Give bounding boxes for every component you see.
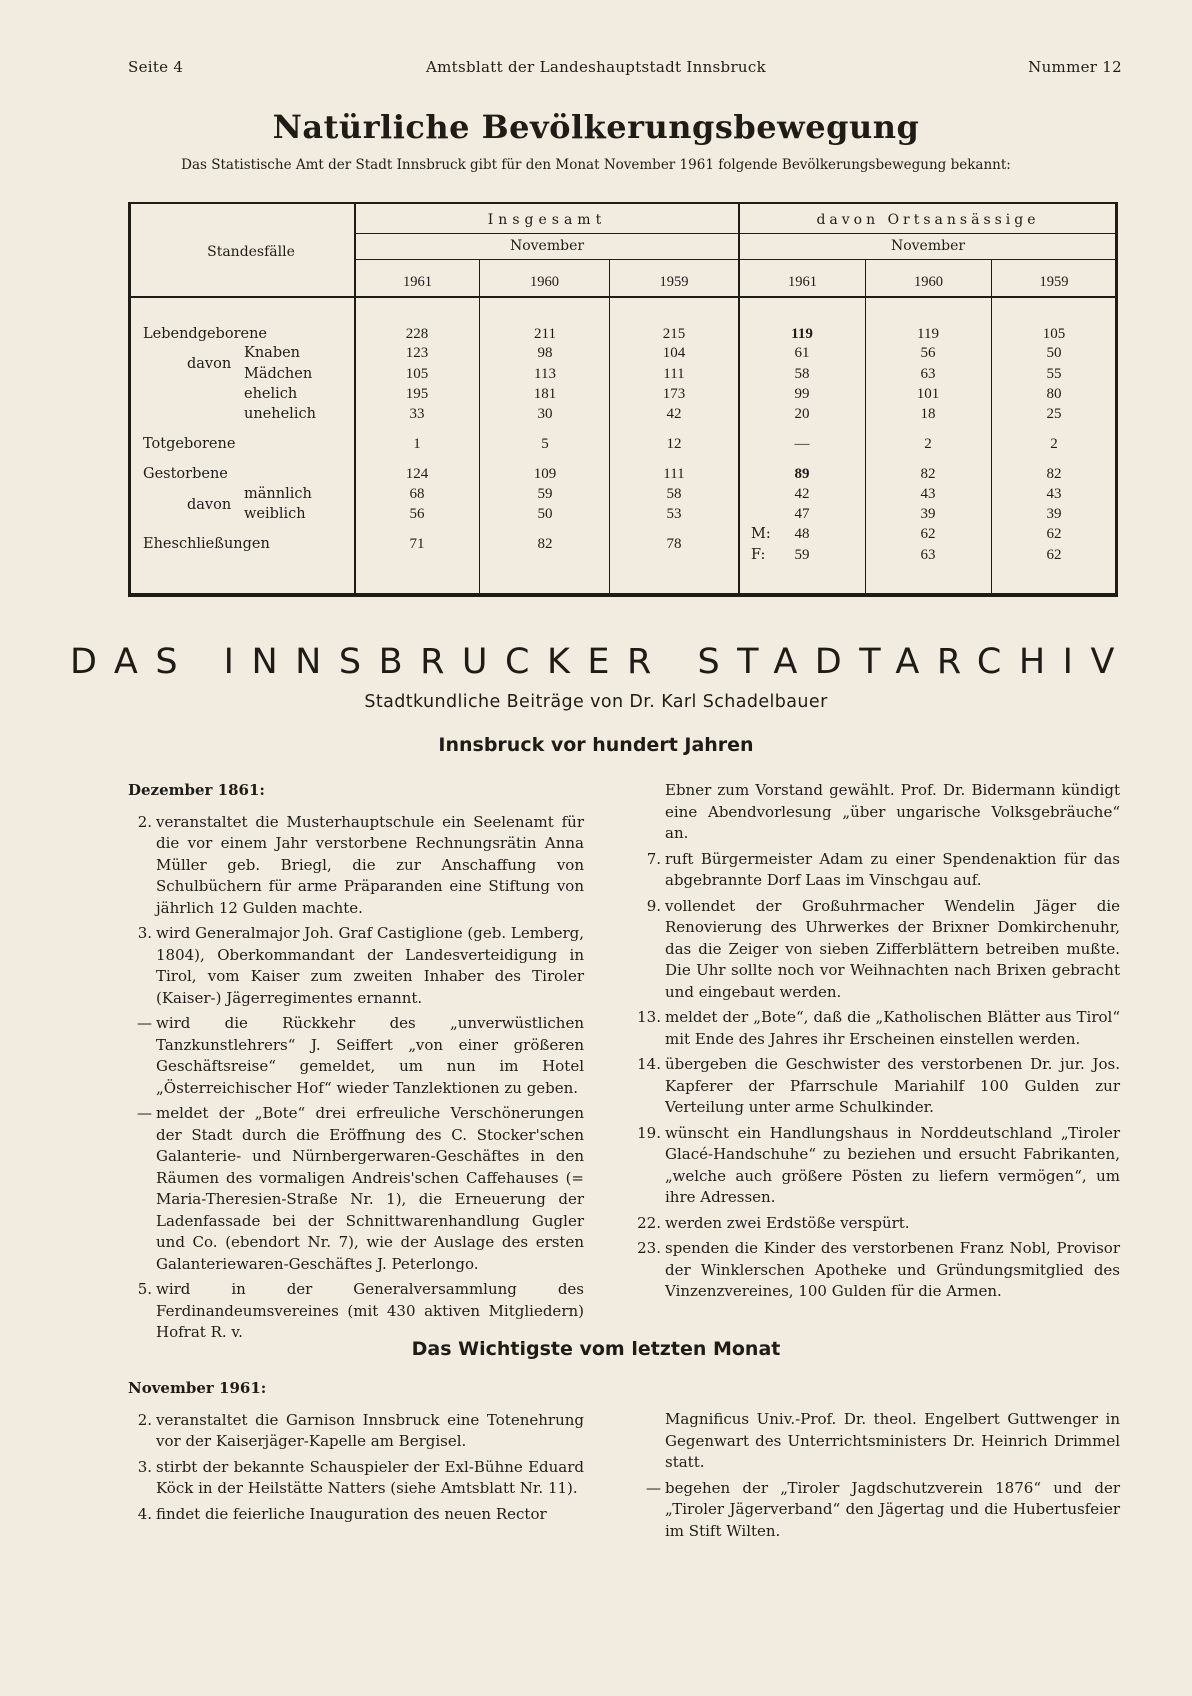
table-cell: 1 — [413, 436, 421, 452]
list-item: 3. wird Generalmajor Joh. Graf Castiglione (geb. Lemberg, 1804), Oberkommandant der Landesverteidigung in Tirol, vom Kaiser zum zweiten Inhaber des Tiroler (Kaiser-) Jägerregimentes ernannt. — [137, 924, 584, 1007]
table-cell: 109 — [533, 466, 557, 482]
list-item: 5. wird in der Generalversammlung des Ferdinandeumsvereines (mit 430 aktiven Mitgliedern) Hofrat R. v. — [137, 1280, 584, 1341]
table-cell: 39 — [920, 506, 936, 522]
group-header-local: davon Ortsansässige — [816, 212, 1040, 228]
list-item: 7. ruft Bürgermeister Adam zu einer Spendenaktion für das abgebrannte Dorf Laas im Vinschgau auf. — [646, 849, 1120, 889]
page-number: Seite 4 — [128, 58, 184, 76]
table-cell: 68 — [409, 486, 425, 502]
list-item: 23. spenden die Kinder des verstorbenen Franz Nobl, Provisor der Winklerschen Apotheke und Gründungsmitglied des Vinzenzvereines, 100 Gulden für die Armen. — [637, 1239, 1120, 1300]
table-cell: 215 — [662, 326, 686, 342]
table-cell: 123 — [405, 345, 429, 361]
row-label: Mädchen — [244, 366, 313, 382]
table-cell: 111 — [663, 466, 685, 482]
table-cell: 56 — [920, 345, 936, 361]
marriage-tag: F: — [751, 547, 766, 563]
date-label: November 1961: — [128, 1379, 267, 1397]
year-header: 1960 — [530, 274, 559, 290]
column-left-nov-1961 — [128, 1378, 584, 1529]
table-cell: 211 — [534, 326, 556, 342]
year-header: 1961 — [788, 274, 817, 290]
table-cell: 39 — [1046, 506, 1062, 522]
column-right-1861 — [637, 780, 1120, 1307]
table-cell: 5 — [541, 436, 549, 452]
table-cell: 228 — [405, 326, 429, 342]
table-cell: 2 — [1050, 436, 1058, 452]
table-cell: 89 — [794, 466, 810, 482]
year-header: 1959 — [659, 274, 689, 290]
table-cell: 101 — [916, 386, 940, 402]
table-cell: 43 — [1046, 486, 1062, 502]
list-item: 9. vollendet der Großuhrmacher Wendelin Jäger die Renovierung des Uhrwerkes der Brixner Domkirchenuhr, das die Zeiger von sieben Zifferblättern betreiben mußte. Die Uhr sollte noch vor Weihnachten nach Brixen gebracht und eingebaut werden. — [646, 896, 1120, 1001]
row-label-davon: davon — [187, 497, 232, 513]
section-title-stadtarchiv: DAS INNSBRUCKER STADTARCHIV — [70, 642, 1132, 682]
table-cell: 50 — [537, 506, 553, 522]
list-item: — wird die Rückkehr des „unverwüstlichen Tanzkunstlehrers“ J. Seiffert „von einer größeren Geschäftsreise“ gemeldet, um nun im Hotel „Österreichischer Hof“ wieder Tanzlektionen zu geben. — [137, 1014, 584, 1097]
table-cell: 20 — [794, 406, 810, 422]
subheading-last-month: Das Wichtigste vom letzten Monat — [411, 1338, 781, 1360]
table-cell: 63 — [920, 547, 936, 563]
table-cell: 104 — [662, 345, 686, 361]
table-cell: 56 — [409, 506, 425, 522]
table-cell: 62 — [920, 526, 936, 542]
table-cell: — — [794, 436, 810, 452]
month-header-local: November — [890, 238, 966, 254]
list-item: — begehen der „Tiroler Jagdschutzverein 1876“ und der „Tiroler Jägerverband“ den Jägertag und die Hubertusfeier im Stift Wilten. — [646, 1478, 1120, 1540]
row-label: Knaben — [244, 345, 301, 361]
list-item: 22. werden zwei Erdstöße verspürt. — [637, 1213, 910, 1232]
table-cell: 105 — [405, 366, 429, 382]
table-cell: 78 — [666, 536, 682, 552]
row-label-davon: davon — [187, 356, 232, 372]
table-cell: 62 — [1046, 547, 1062, 563]
table-cell: 33 — [409, 406, 425, 422]
table-cell: 2 — [924, 436, 932, 452]
date-label: Dezember 1861: — [128, 781, 265, 799]
row-label: männlich — [244, 486, 312, 502]
table-cell: 62 — [1046, 526, 1062, 542]
table-cell: 113 — [534, 366, 556, 382]
table-cell: 25 — [1046, 406, 1062, 422]
table-cell: 82 — [1046, 466, 1062, 482]
issue-number: Nummer 12 — [1028, 58, 1122, 76]
subheading-hundred-years: Innsbruck vor hundert Jahren — [438, 734, 754, 756]
table-cell: 12 — [666, 436, 682, 452]
table-cell: 47 — [794, 506, 810, 522]
table-cell: 59 — [794, 547, 810, 563]
table-cell: 99 — [794, 386, 810, 402]
list-item-continued: Ebner zum Vorstand gewählt. Prof. Dr. Bidermann kündigt eine Abendvorlesung „über ungarische Volksgebräuche“ an. — [665, 781, 1120, 842]
table-cell: 18 — [920, 406, 936, 422]
list-item: 13. meldet der „Bote“, daß die „Katholischen Blätter aus Tirol“ mit Ende des Jahres ihr Erscheinen einstellen werden. — [637, 1008, 1120, 1048]
list-item-continued: Magnificus Univ.-Prof. Dr. theol. Engelbert Guttwenger in Gegenwart des Unterrichtsministers Dr. Heinrich Drimmel statt. — [665, 1410, 1120, 1471]
column-right-nov-1961 — [637, 1409, 1120, 1546]
row-label: Totgeborene — [143, 436, 236, 452]
table-cell: 42 — [666, 406, 682, 422]
row-label: Lebendgeborene — [143, 326, 268, 342]
table-cell: 63 — [920, 366, 936, 382]
list-item: 2. veranstaltet die Musterhauptschule ein Seelenamt für die vor einem Jahr verstorbene Rechnungsrätin Anna Müller geb. Briegl, die zur Anschaffung von Schulbüchern für arme Präparanden eine Stiftung von jährlich 12 Gulden machte. — [137, 812, 584, 917]
statistics-table — [128, 202, 1118, 597]
table-cell: 50 — [1046, 345, 1062, 361]
row-header: Standesfälle — [207, 244, 295, 260]
year-header: 1959 — [1039, 274, 1069, 290]
table-cell: 105 — [1042, 326, 1066, 342]
table-cell: 119 — [791, 326, 813, 342]
table-cell: 98 — [537, 345, 553, 361]
row-label: unehelich — [244, 406, 316, 422]
row-label: ehelich — [244, 386, 298, 402]
table-cell: 61 — [794, 345, 810, 361]
publication-title: Amtsblatt der Landeshauptstadt Innsbruck — [426, 58, 766, 76]
group-header-total: Insgesamt — [487, 212, 607, 228]
section-title-population: Natürliche Bevölkerungsbewegung — [272, 108, 920, 146]
table-cell: 124 — [405, 466, 429, 482]
year-header: 1961 — [403, 274, 432, 290]
table-cell: 80 — [1046, 386, 1062, 402]
table-cell: 43 — [920, 486, 936, 502]
marriage-tag: M: — [751, 526, 771, 542]
list-item: 19. wünscht ein Handlungshaus in Norddeutschland „Tiroler Glacé-Handschuhe“ zu beziehen und ersucht Fabrikanten, „welche auch größere Pösten zu liefern vermögen“, um ihre Adressen. — [637, 1123, 1120, 1206]
table-cell: 111 — [663, 366, 685, 382]
table-cell: 48 — [794, 526, 810, 542]
list-item: 14. übergeben die Geschwister des verstorbenen Dr. jur. Jos. Kapferer der Pfarrschule Mariahilf 100 Gulden zur Verteilung unter arme Schulkinder. — [637, 1055, 1120, 1116]
table-cell: 181 — [533, 386, 557, 402]
table-cell: 173 — [662, 386, 686, 402]
table-cell: 53 — [666, 506, 682, 522]
table-cell: 42 — [794, 486, 810, 502]
column-left-1861 — [128, 780, 584, 1348]
row-label: Eheschließungen — [143, 536, 270, 552]
table-cell: 119 — [917, 326, 939, 342]
table-cell: 195 — [405, 386, 429, 402]
table-cell: 58 — [794, 366, 810, 382]
section-byline: Stadtkundliche Beiträge von Dr. Karl Schadelbauer — [364, 692, 828, 712]
table-cell: 82 — [537, 536, 553, 552]
list-item: 2. veranstaltet die Garnison Innsbruck eine Totenehrung vor der Kaiserjäger-Kapelle am Bergisel. — [137, 1410, 584, 1450]
table-cell: 71 — [409, 536, 425, 552]
list-item: — meldet der „Bote“ drei erfreuliche Verschönerungen der Stadt durch die Eröffnung des C. Stocker'schen Galanterie- und Nürnbergerwaren-Geschäftes in den Räumen des vormaligen Andreis'schen Caffehauses (= Maria-Theresien-Straße Nr. 1), die Erneuerung der Ladenfassade bei der Schnittwarenhandlung Gugler und Co. (ebendort Nr. 7), wie der Auslage des ersten Galanteriewaren-Geschäftes J. Peterlongo. — [137, 1104, 584, 1273]
table-cell: 82 — [920, 466, 936, 482]
list-item: 4. findet die feierliche Inauguration des neuen Rector — [137, 1504, 547, 1523]
table-cell: 59 — [537, 486, 553, 502]
section-subtitle: Das Statistische Amt der Stadt Innsbruck gibt für den Monat November 1961 folgende Bevölkerungsbewegung bekannt: — [181, 157, 1011, 173]
table-cell: 30 — [537, 406, 553, 422]
year-header: 1960 — [914, 274, 943, 290]
table-cell: 55 — [1046, 366, 1062, 382]
table-cell: 58 — [666, 486, 682, 502]
row-label: Gestorbene — [143, 466, 228, 482]
list-item: 3. stirbt der bekannte Schauspieler der Exl-Bühne Eduard Köck in der Heilstätte Natters (siehe Amtsblatt Nr. 11). — [137, 1457, 584, 1497]
month-header-total: November — [509, 238, 585, 254]
row-label: weiblich — [244, 506, 306, 522]
